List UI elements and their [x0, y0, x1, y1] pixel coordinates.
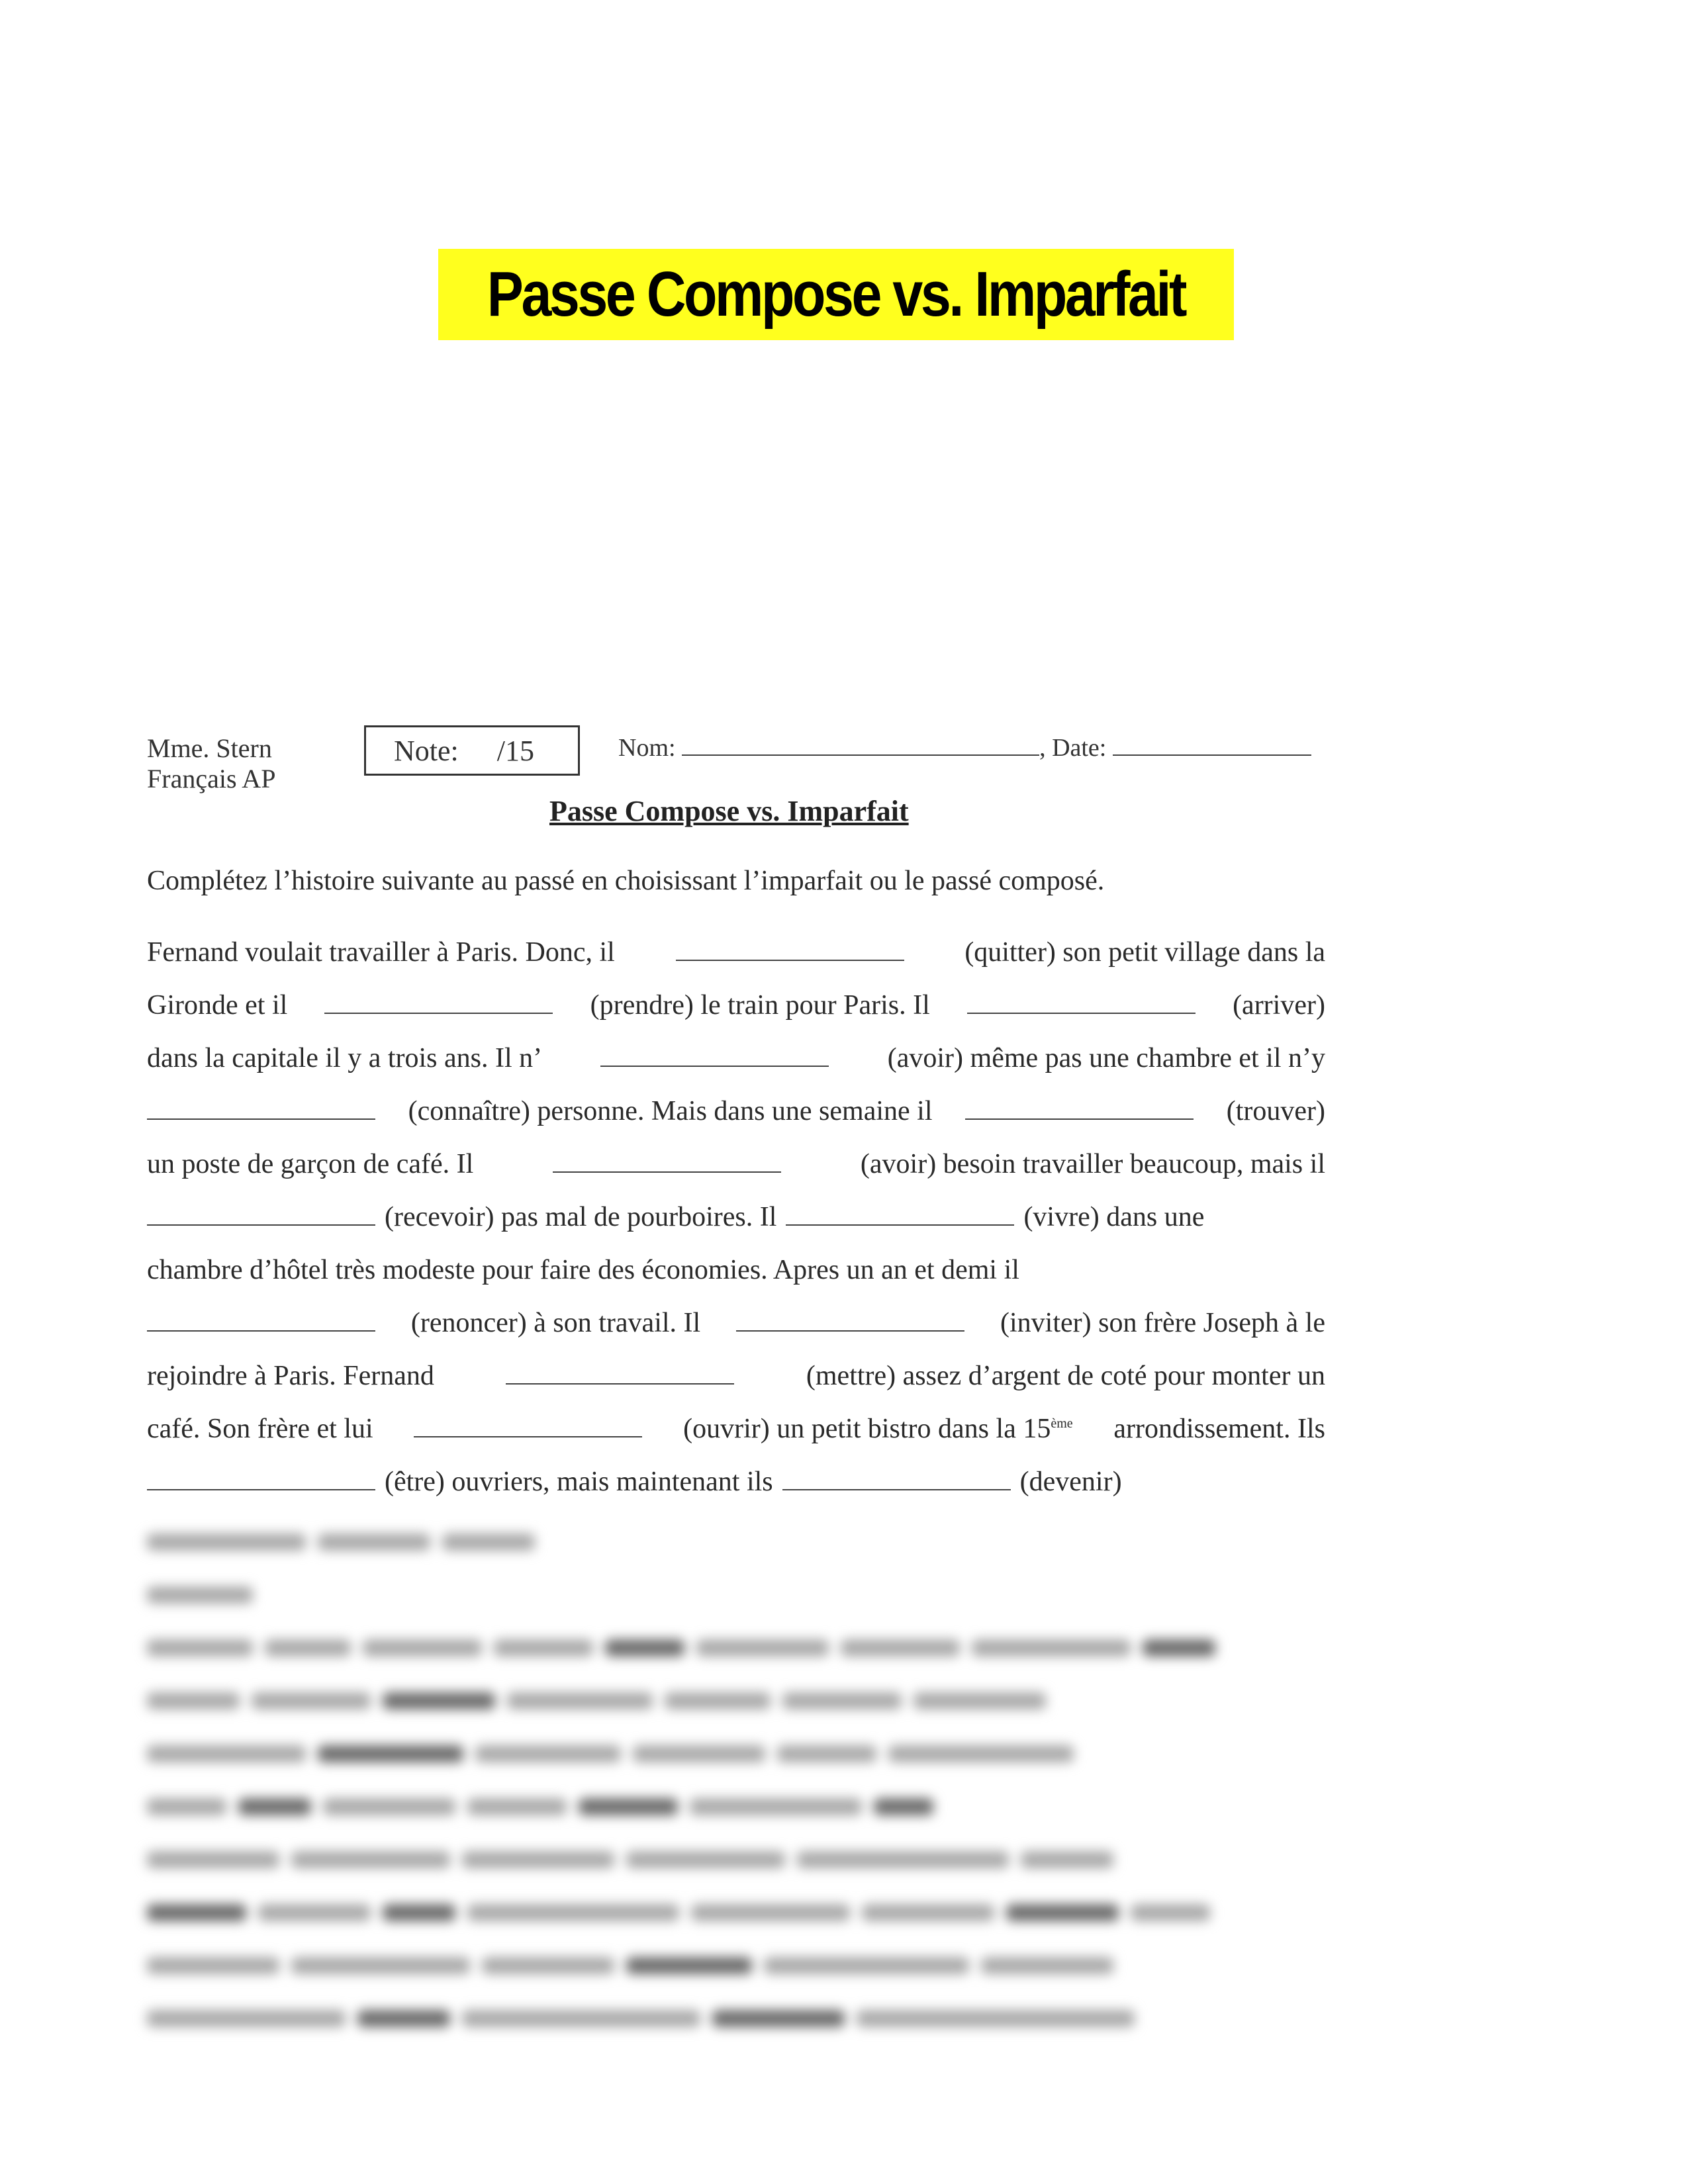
story-text: (devenir) — [1019, 1467, 1122, 1497]
story-line — [147, 1095, 1325, 1148]
story-text: (trouver) — [1226, 1096, 1325, 1126]
nom-blank[interactable] — [682, 735, 1039, 756]
story-text: (être) ouvriers, mais maintenant ils — [385, 1467, 773, 1497]
answer-blank[interactable] — [147, 1205, 375, 1226]
answer-blank[interactable] — [553, 1152, 781, 1173]
story-text: arrondissement. Ils — [1113, 1414, 1325, 1444]
answer-blank[interactable] — [506, 1363, 734, 1385]
story-text: (quitter) son petit village dans la — [964, 937, 1325, 968]
answer-blank[interactable] — [782, 1469, 1011, 1490]
story-line — [147, 1413, 1325, 1466]
story-text: un poste de garçon de café. Il — [147, 1149, 474, 1179]
title-banner — [438, 249, 1234, 340]
teacher-info — [147, 733, 275, 794]
answer-blank[interactable] — [786, 1205, 1014, 1226]
story-text: (renoncer) à son travail. Il — [410, 1308, 701, 1338]
story-line — [147, 936, 1325, 989]
answer-blank[interactable] — [147, 1310, 375, 1332]
answer-blank[interactable] — [600, 1046, 829, 1067]
story-line — [147, 1148, 1325, 1201]
note-label: Note: — [394, 734, 459, 767]
answer-blank[interactable] — [324, 993, 553, 1014]
grade-box — [364, 725, 580, 776]
story-line — [147, 1307, 1325, 1360]
story-text: (mettre) assez d’argent de coté pour monter un — [806, 1361, 1325, 1391]
story-line — [147, 1201, 1325, 1254]
blurred-answer-key — [147, 1516, 1332, 2045]
worksheet-title: Passe Compose vs. Imparfait — [549, 795, 909, 827]
story-line — [147, 1466, 1325, 1519]
story-line — [147, 1360, 1325, 1413]
story-text-part: (ouvrir) un petit bistro dans la 15 — [683, 1414, 1051, 1444]
story-paragraph — [147, 936, 1325, 1519]
answer-blank[interactable] — [147, 1469, 375, 1490]
story-text: dans la capitale il y a trois ans. Il n’ — [147, 1043, 543, 1073]
answer-blank[interactable] — [414, 1416, 642, 1437]
answer-blank[interactable] — [967, 993, 1196, 1014]
story-text: (vivre) dans une — [1023, 1202, 1205, 1232]
story-line — [147, 1254, 1325, 1307]
story-text: (connaître) personne. Mais dans une semaine il — [408, 1096, 933, 1126]
answer-blank[interactable] — [676, 940, 904, 961]
story-text: (avoir) même pas une chambre et il n’y — [887, 1043, 1325, 1073]
banner-title: Passe Compose vs. Imparfait — [487, 259, 1186, 330]
story-line — [147, 989, 1325, 1042]
answer-blank[interactable] — [147, 1099, 375, 1120]
story-text: (arriver) — [1233, 990, 1325, 1021]
name-date-fields — [618, 733, 1311, 762]
story-text: chambre d’hôtel très modeste pour faire des économies. Apres un an et demi il — [147, 1255, 1019, 1285]
story-line — [147, 1042, 1325, 1095]
story-text: (inviter) son frère Joseph à le — [1000, 1308, 1325, 1338]
story-text: (prendre) le train pour Paris. Il — [590, 990, 930, 1021]
answer-blank[interactable] — [965, 1099, 1194, 1120]
story-text — [683, 1413, 1073, 1445]
superscript: ème — [1051, 1416, 1073, 1431]
note-score: /15 — [496, 734, 534, 767]
nom-label: Nom: — [618, 734, 676, 762]
instructions: Complétez l’histoire suivante au passé en choisissant l’imparfait ou le passé composé. — [147, 866, 1105, 896]
answer-blank[interactable] — [736, 1310, 964, 1332]
date-label: , Date: — [1039, 734, 1107, 762]
teacher-name: Mme. Stern — [147, 733, 272, 763]
date-blank[interactable] — [1113, 735, 1311, 756]
story-text: (avoir) besoin travailler beaucoup, mais il — [860, 1149, 1325, 1179]
story-text: café. Son frère et lui — [147, 1414, 373, 1444]
story-text: Gironde et il — [147, 990, 288, 1021]
story-text: rejoindre à Paris. Fernand — [147, 1361, 434, 1391]
story-text: (recevoir) pas mal de pourboires. Il — [385, 1202, 777, 1232]
course-name: Français AP — [147, 764, 276, 794]
story-text: Fernand voulait travailler à Paris. Donc, il — [147, 937, 615, 968]
